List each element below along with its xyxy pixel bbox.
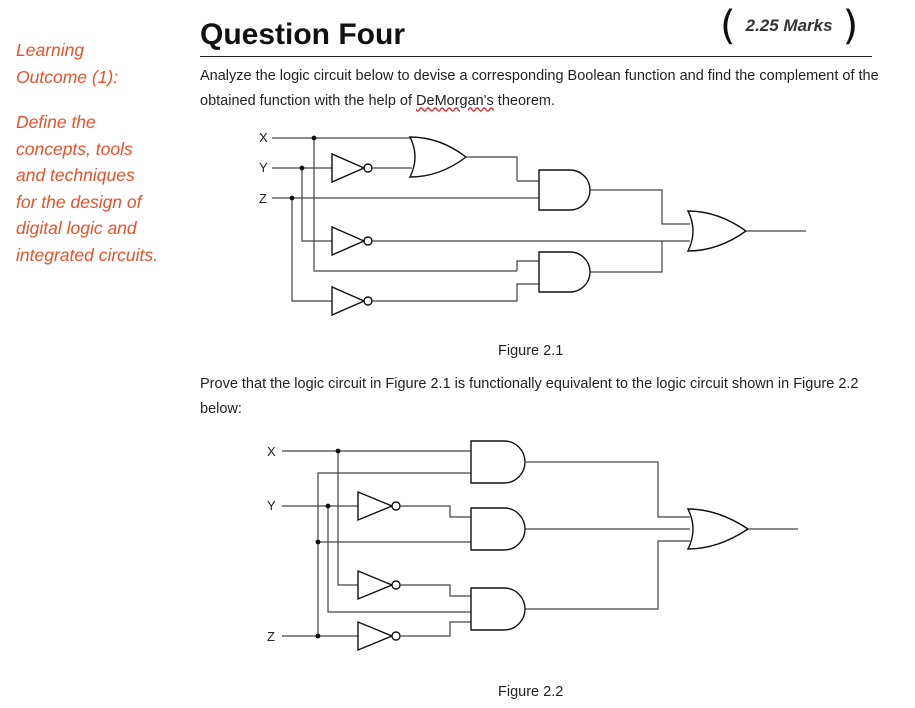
figure2-input-z-label: Z <box>267 629 275 644</box>
not-gate-icon <box>358 622 392 650</box>
left-bracket-icon: ( <box>720 3 736 49</box>
not-bubble <box>364 297 372 305</box>
not-gate-icon <box>358 571 392 599</box>
wire <box>338 451 358 585</box>
not-gate-icon <box>332 227 364 255</box>
and-gate-icon <box>539 252 590 292</box>
junction-dot <box>316 634 321 639</box>
wire <box>466 157 517 181</box>
outcome-desc-line: concepts, tools <box>16 138 133 159</box>
wire <box>590 190 690 224</box>
wire <box>400 585 471 596</box>
not-gate-icon <box>332 287 364 315</box>
junction-dot <box>312 136 317 141</box>
not-bubble <box>364 237 372 245</box>
wire <box>525 462 690 517</box>
wire <box>372 284 539 301</box>
question-part2: Prove that the logic circuit in Figure 2.1 is functionally equivalent to the logic circuit shown in Figure 2.2 below: <box>200 376 859 417</box>
wire <box>400 506 471 517</box>
and-gate-icon <box>471 588 525 630</box>
wire <box>302 168 332 241</box>
outcome-desc-line: for the design of <box>16 191 142 212</box>
wire <box>517 261 539 271</box>
junction-dot <box>316 540 321 545</box>
not-gate-icon <box>332 154 364 182</box>
figure1-input-x-label: X <box>259 130 268 145</box>
or-gate-icon <box>688 509 748 549</box>
and-gate-icon <box>539 170 590 210</box>
figure2-input-y-label: Y <box>267 498 276 513</box>
and-gate-icon <box>471 508 525 550</box>
figure1-input-y-label: Y <box>259 160 268 175</box>
wire <box>400 622 471 636</box>
figure2-caption: Figure 2.2 <box>498 684 564 700</box>
marks-text: 2.25 Marks <box>745 16 833 35</box>
not-gate-icon <box>358 492 392 520</box>
wire <box>590 241 690 272</box>
figure1-circuit <box>259 130 806 315</box>
figure2-input-x-label: X <box>267 444 276 459</box>
part1-text-end: theorem. <box>493 92 556 109</box>
and-gate-icon <box>471 441 525 483</box>
junction-dot <box>300 166 305 171</box>
right-bracket-icon: ) <box>842 3 859 49</box>
not-bubble <box>392 632 400 640</box>
junction-dot <box>326 504 331 509</box>
spellcheck-word[interactable]: DeMorgan's <box>416 92 494 109</box>
question-title: Question Four <box>200 18 405 51</box>
outcome-desc-line: Define the <box>16 112 96 132</box>
wire <box>525 541 690 609</box>
junction-dot <box>336 449 341 454</box>
not-bubble <box>392 502 400 510</box>
or-gate-icon <box>688 211 746 251</box>
wire <box>292 198 332 301</box>
not-bubble <box>392 581 400 589</box>
not-bubble <box>364 164 372 172</box>
outcome-desc-line: and techniques <box>16 165 135 185</box>
junction-dot <box>290 196 295 201</box>
outcome-label-line2: Outcome (1): <box>16 66 119 87</box>
or-gate-icon <box>410 137 466 177</box>
outcome-desc-line: integrated circuits. <box>16 244 159 265</box>
figure1-caption: Figure 2.1 <box>498 343 564 359</box>
outcome-label-line1: Learning <box>16 40 85 60</box>
outcome-desc-line: digital logic and <box>16 218 137 238</box>
figure2-circuit <box>267 441 798 650</box>
figure1-input-z-label: Z <box>259 191 267 206</box>
part1-text: Analyze the logic circuit below to devise a corresponding Boolean function and find the complement of the obtained function with the help of <box>200 68 879 109</box>
